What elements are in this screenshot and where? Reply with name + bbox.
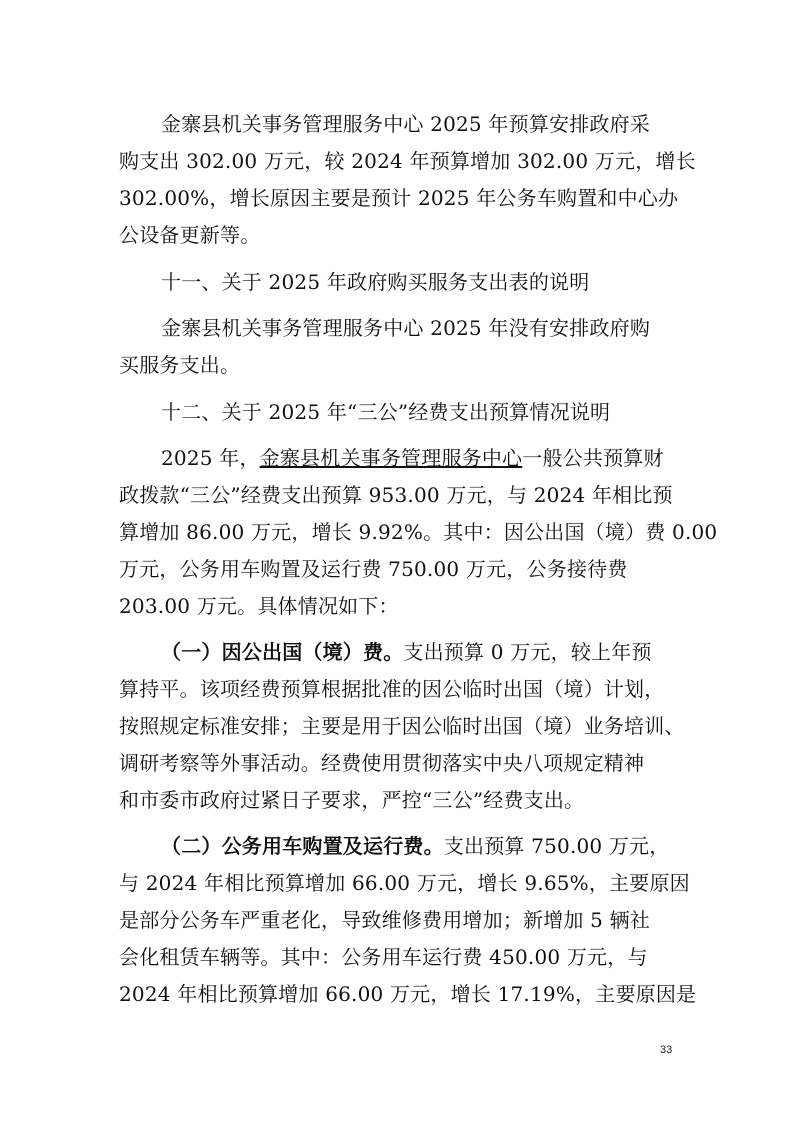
subsection-lead: （二）公务用车购置及运行费。	[161, 834, 444, 858]
paragraph-line: 算持平。该项经费预算根据批准的因公临时出国（境）计划，	[119, 677, 665, 701]
underlined-org-name: 金寨县机关事务管理服务中心	[259, 446, 523, 470]
paragraph-line: 与 2024 年相比预算增加 66.00 万元，增长 9.65%，主要原因	[119, 871, 690, 895]
paragraph-text: 支出预算 0 万元，较上年预	[403, 640, 652, 664]
subsection-lead: （一）因公出国（境）费。	[161, 640, 404, 664]
paragraph-line	[161, 834, 721, 858]
paragraph-line: 买服务支出。	[119, 353, 241, 377]
paragraph-line: 政拨款“三公”经费支出预算 953.00 万元，与 2024 年相比预	[119, 483, 673, 507]
paragraph-line: 调研考察等外事活动。经费使用贯彻落实中央八项规定精神	[119, 751, 645, 775]
paragraph-line: 302.00%，增长原因主要是预计 2025 年公务车购置和中心办	[119, 186, 679, 210]
paragraph-line: 金寨县机关事务管理服务中心 2025 年没有安排政府购	[161, 316, 651, 340]
paragraph-line: 购支出 302.00 万元，较 2024 年预算增加 302.00 万元，增长	[119, 149, 696, 173]
paragraph-line: 按照规定标准安排；主要是用于因公临时出国（境）业务培训、	[119, 714, 685, 738]
paragraph-line	[161, 446, 721, 470]
paragraph-line: 和市委市政府过紧日子要求，严控“三公”经费支出。	[119, 788, 585, 812]
paragraph-line: 公设备更新等。	[119, 223, 261, 247]
section-heading: 十一、关于 2025 年政府购买服务支出表的说明	[161, 270, 590, 294]
paragraph-line: 203.00 万元。具体情况如下：	[119, 594, 399, 618]
paragraph-text: 2025 年，	[161, 446, 260, 470]
paragraph-text: 一般公共预算财	[522, 446, 664, 470]
paragraph-text: 支出预算 750.00 万元，	[443, 834, 670, 858]
paragraph-line: 2024 年相比预算增加 66.00 万元，增长 17.19%，主要原因是	[119, 982, 697, 1006]
paragraph-line: 万元，公务用车购置及运行费 750.00 万元，公务接待费	[119, 557, 628, 581]
section-heading: 十二、关于 2025 年“三公”经费支出预算情况说明	[161, 400, 611, 424]
paragraph-line: 算增加 86.00 万元，增长 9.92%。其中：因公出国（境）费 0.00	[119, 520, 718, 544]
page-number: 33	[660, 1044, 673, 1056]
paragraph-line	[161, 640, 721, 664]
paragraph-line: 会化租赁车辆等。其中：公务用车运行费 450.00 万元，与	[119, 945, 648, 969]
paragraph-line: 是部分公务车严重老化，导致维修费用增加；新增加 5 辆社	[119, 908, 651, 932]
paragraph-line: 金寨县机关事务管理服务中心 2025 年预算安排政府采	[161, 112, 651, 136]
